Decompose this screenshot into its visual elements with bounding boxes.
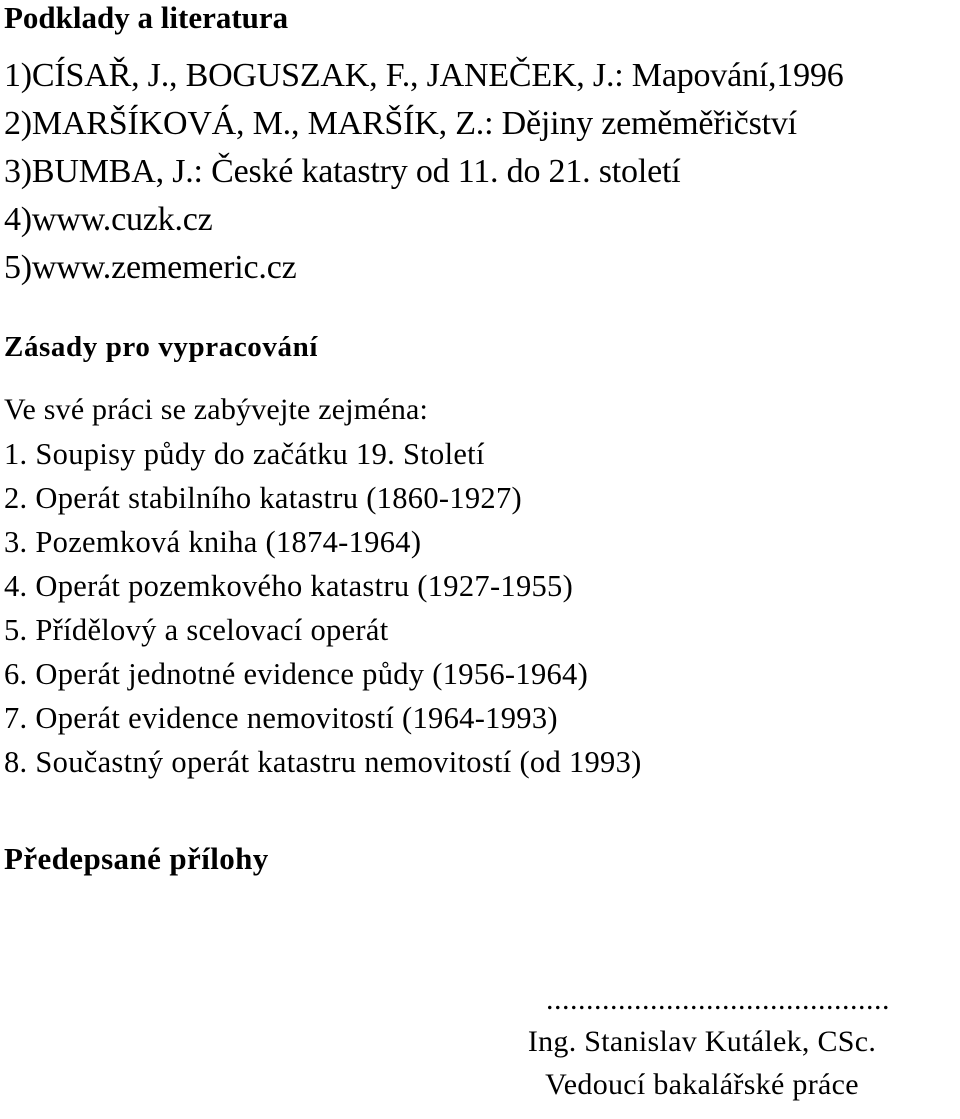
signature-line: ........................................... [546,983,890,1016]
guideline-item: 4. Operát pozemkového katastru (1927-1955) [4,569,574,603]
guidelines-list [4,432,642,784]
guideline-item: 2. Operát stabilního katastru (1860-1927) [4,481,522,515]
literature-item: 3)BUMBA, J.: České katastry od 11. do 21. století [4,153,681,190]
supervisor-role: Vedoucí bakalářské práce [545,1068,859,1101]
guideline-item: 1. Soupisy půdy do začátku 19. Století [4,437,485,471]
literature-list [4,52,844,292]
guideline-item: 7. Operát evidence nemovitostí (1964-1993) [4,701,558,735]
supervisor-name: Ing. Stanislav Kutálek, CSc. [527,1025,877,1058]
literature-item: 2)MARŠÍKOVÁ, M., MARŠÍK, Z.: Dějiny zeměměřičství [4,105,797,142]
guidelines-heading: Zásady pro vypracování [4,331,318,363]
guideline-item: 6. Operát jednotné evidence půdy (1956-1964) [4,657,589,691]
guideline-item: 8. Součastný operát katastru nemovitostí (od 1993) [4,745,642,779]
literature-item: 1)CÍSAŘ, J., BOGUSZAK, F., JANEČEK, J.: Mapování,1996 [4,57,844,94]
signature-block [482,980,922,1106]
guideline-item: 5. Přídělový a scelovací operát [4,613,389,647]
literature-item: 5)www.zememeric.cz [4,249,297,286]
guidelines-intro: Ve své práci se zabývejte zejména: [4,393,429,426]
literature-heading: Podklady a literatura [4,0,289,35]
attachments-heading: Předepsané přílohy [4,841,269,876]
literature-item: 4)www.cuzk.cz [4,201,213,238]
guideline-item: 3. Pozemková kniha (1874-1964) [4,525,422,559]
